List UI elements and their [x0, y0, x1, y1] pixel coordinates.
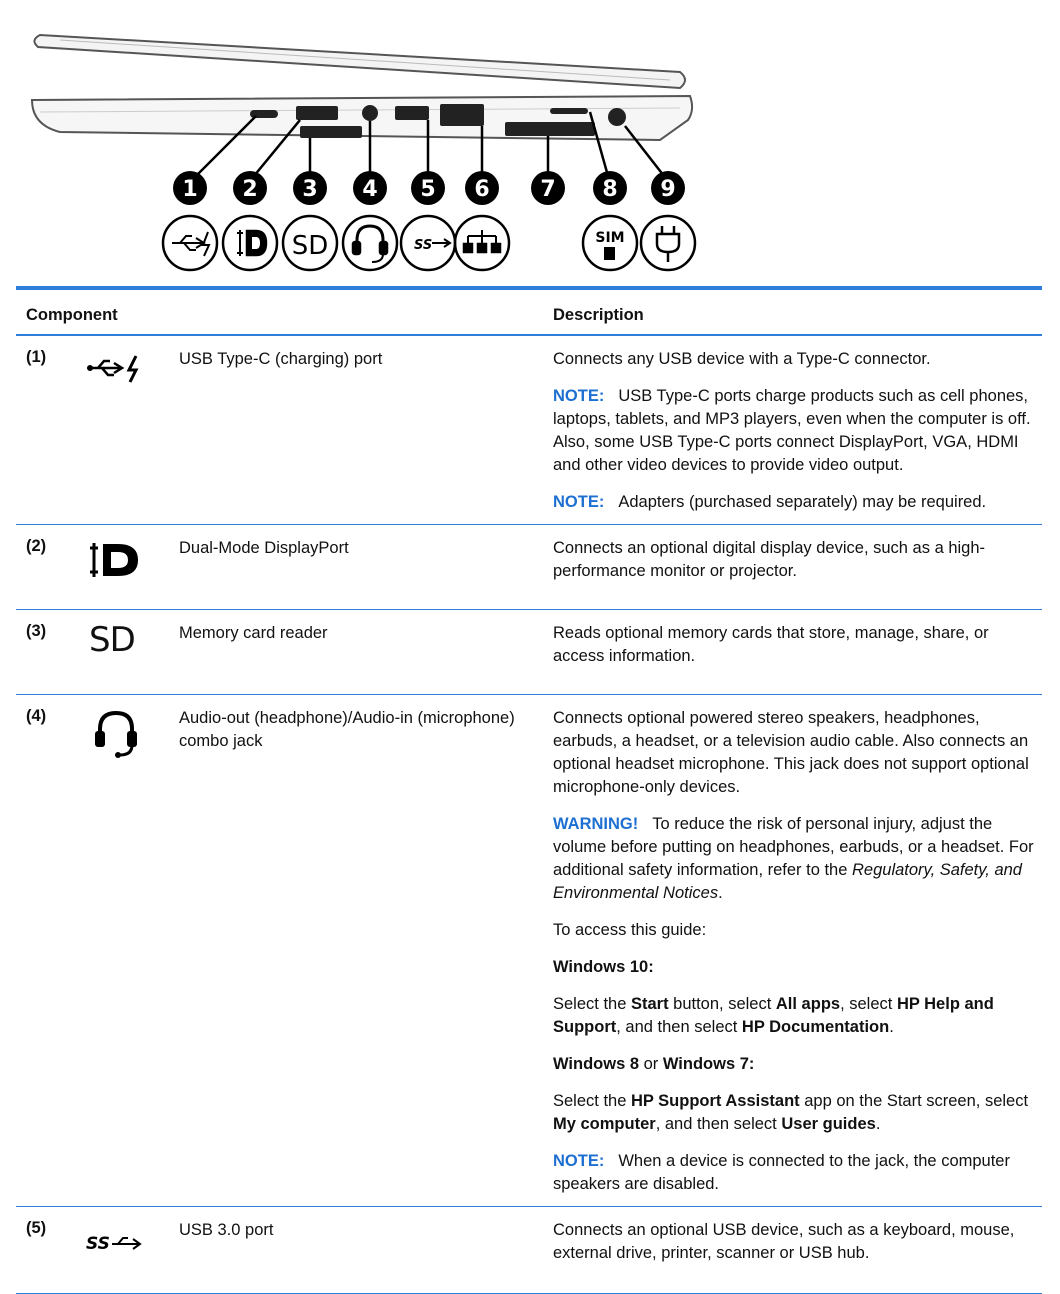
svg-text:SS: SS [414, 238, 433, 253]
table-row [16, 1207, 1042, 1294]
laptop-side-view-figure [0, 0, 1060, 280]
component-name: USB 3.0 port [179, 1221, 274, 1239]
svg-text:8: 8 [602, 177, 618, 202]
row-number: (2) [26, 537, 47, 555]
note: NOTE: Adapters (purchased separately) may be required. [553, 493, 987, 511]
displayport-icon [223, 216, 277, 270]
warning-label: WARNING! [553, 815, 639, 833]
callout-numbers [173, 171, 685, 205]
warning: WARNING! To reduce the risk of personal injury, adjust the volume before putting on headphones, earbuds, or a headset. For additional safety information, refer to the Regulatory, Safety, and Environmental Notices. [553, 815, 1034, 902]
svg-text:3: 3 [302, 177, 318, 202]
headset-icon [86, 709, 146, 759]
row-number: (3) [26, 622, 47, 640]
callout-5 [411, 171, 445, 205]
svg-text:SD: SD [291, 231, 329, 261]
svg-text:9: 9 [660, 177, 676, 202]
note-label: NOTE: [553, 493, 605, 511]
svg-text:5: 5 [420, 177, 436, 202]
component-description: Connects an optional digital display device, such as a high-performance monitor or projector. [553, 539, 986, 580]
headset-icon [343, 216, 397, 270]
usb-charging-icon [86, 348, 146, 398]
callout-8 [593, 171, 627, 205]
row-number: (4) [26, 707, 47, 725]
svg-text:SS: SS [86, 1234, 110, 1254]
component-name: Audio-out (headphone)/Audio-in (microphone) combo jack [179, 709, 515, 750]
sd-card-icon [283, 216, 337, 270]
svg-text:4: 4 [362, 177, 378, 202]
usb-superspeed-icon [86, 1229, 146, 1279]
component-description: Connects any USB device with a Type-C connector. NOTE: USB Type-C ports charge products such as cell phones, laptops, tablets, and MP3 players, even when the computer is off. Also, some USB Type-C ports connect DisplayPort, VGA, HDMI and other video devices to provide video output. NOTE: Adapters (purchased separately) may be required. [553, 336, 1038, 524]
table-row [16, 525, 1042, 610]
component-description: Reads optional memory cards that store, manage, share, or access information. [553, 624, 989, 665]
note: NOTE: When a device is connected to the jack, the computer speakers are disabled. [553, 1152, 1010, 1193]
usb-charging-icon [163, 216, 217, 270]
callout-4 [353, 171, 387, 205]
component-name: Dual-Mode DisplayPort [179, 539, 349, 557]
network-icon [455, 216, 509, 270]
callout-1 [173, 171, 207, 205]
callout-6 [465, 171, 499, 205]
note: NOTE: USB Type-C ports charge products such as cell phones, laptops, tablets, and MP3 players, even when the computer is off. Also, some USB Type-C ports connect DisplayPort, VGA, HDMI and other video devices to provide video output. [553, 387, 1031, 474]
table-row [16, 336, 1042, 525]
sim-card-icon [583, 216, 637, 270]
power-connector-icon [641, 216, 695, 270]
sd-card-icon: SD [89, 620, 135, 660]
note-label: NOTE: [553, 387, 605, 405]
table-row [16, 610, 1042, 695]
header-description: Description [553, 306, 644, 324]
row-number: (5) [26, 1219, 47, 1237]
callout-2 [233, 171, 267, 205]
table-header [16, 290, 1042, 336]
svg-text:7: 7 [540, 177, 556, 202]
usb-superspeed-icon [401, 216, 455, 270]
displayport-icon [86, 539, 146, 589]
callout-7 [531, 171, 565, 205]
svg-text:SIM: SIM [595, 230, 625, 246]
component-name: Memory card reader [179, 624, 328, 642]
callout-9 [651, 171, 685, 205]
components-table [16, 286, 1042, 1294]
svg-text:2: 2 [242, 177, 258, 202]
note-label: NOTE: [553, 1152, 605, 1170]
svg-text:1: 1 [182, 177, 198, 202]
header-component: Component [26, 306, 118, 324]
svg-text:6: 6 [474, 177, 490, 202]
component-name: USB Type-C (charging) port [179, 350, 383, 368]
callout-3 [293, 171, 327, 205]
component-description: Connects optional powered stereo speakers, headphones, earbuds, a headset, or a television audio cable. Also connects an optional headset microphone. This jack does not support optional microphone-only devices. WARNING! To reduce the risk of personal injury, adjust the volume before putting on headphones, earbuds, or a headset. For additional safety information, refer to the Regulatory, Safety, and Environmental Notices. To access this guide: Windows 10: Select the Start button, select All apps, select HP Help and Support, and then select HP Documentation. Windows 8 or Windows 7: Select the HP Support Assistant app on the Start screen, select My computer, and then select User guides. NOTE: When a device is connected to the jack, the computer speakers are disabled. [553, 695, 1038, 1206]
row-number: (1) [26, 348, 47, 366]
port-icons-row [163, 216, 695, 270]
table-row [16, 695, 1042, 1207]
component-description: Connects an optional USB device, such as a keyboard, mouse, external drive, printer, scanner or USB hub. [553, 1221, 1015, 1262]
